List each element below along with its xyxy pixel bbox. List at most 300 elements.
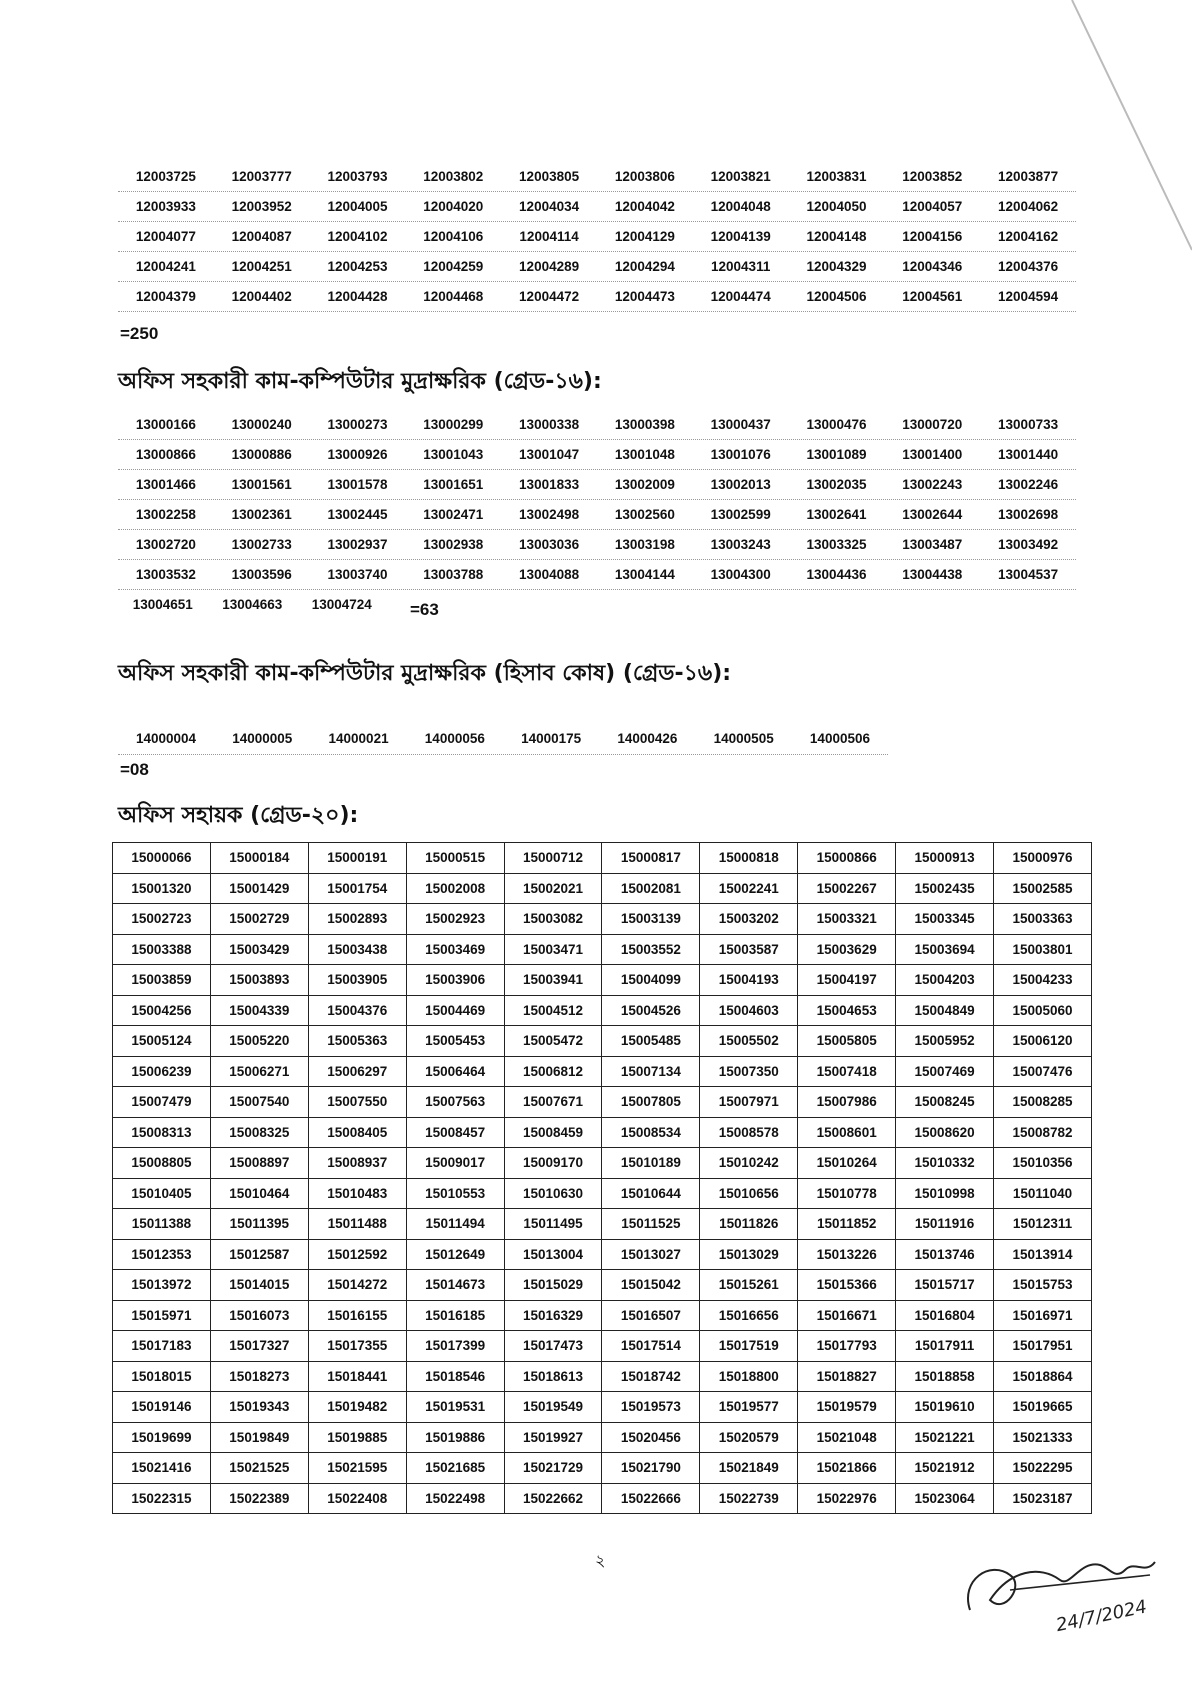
roll-number-cell: 15007971 xyxy=(700,1087,798,1118)
roll-number-cell: 15005472 xyxy=(504,1026,602,1057)
roll-number-cell: 15002729 xyxy=(210,904,308,935)
roll-number: 13001578 xyxy=(327,477,388,492)
section3-total: =08 xyxy=(120,760,149,779)
roll-number: 12004114 xyxy=(519,229,579,244)
roll-number-cell: 15013027 xyxy=(602,1239,700,1270)
roll-number-cell: 15015366 xyxy=(798,1270,896,1301)
roll-number-cell: 15002241 xyxy=(700,873,798,904)
roll-number-cell: 15007671 xyxy=(504,1087,602,1118)
roll-number-cell: 15000913 xyxy=(896,843,994,874)
roll-number-cell: 15016656 xyxy=(700,1300,798,1331)
table-row xyxy=(113,1422,1092,1453)
roll-number: 12003852 xyxy=(902,169,963,184)
roll-number-cell: 15018827 xyxy=(798,1361,896,1392)
roll-number: 12004162 xyxy=(998,229,1059,244)
table-row xyxy=(113,965,1092,996)
roll-number: 13001047 xyxy=(519,447,580,462)
roll-number-cell: 15022389 xyxy=(210,1483,308,1514)
roll-number: 13000886 xyxy=(231,447,292,462)
roll-number: 13001089 xyxy=(806,447,867,462)
roll-number-cell: 15006812 xyxy=(504,1056,602,1087)
roll-number: 12004474 xyxy=(710,289,771,304)
table-row xyxy=(113,904,1092,935)
roll-number: 13003532 xyxy=(135,567,196,582)
roll-number-cell: 15018613 xyxy=(504,1361,602,1392)
roll-number: 14000426 xyxy=(617,731,678,746)
roll-number: 13002243 xyxy=(902,477,963,492)
list-row xyxy=(118,440,1076,470)
roll-number-cell: 15004256 xyxy=(113,995,211,1026)
roll-number: 14000004 xyxy=(135,731,197,746)
roll-number-cell: 15005453 xyxy=(406,1026,504,1057)
roll-number-cell: 15015261 xyxy=(700,1270,798,1301)
roll-number-cell: 15003469 xyxy=(406,934,504,965)
roll-number: 12003805 xyxy=(519,169,580,184)
roll-number: 13003243 xyxy=(710,537,771,552)
roll-number: 13002035 xyxy=(806,477,867,492)
list-row xyxy=(118,410,1076,440)
roll-number: 12004050 xyxy=(806,199,867,214)
roll-number: 12004376 xyxy=(998,259,1059,274)
roll-number: 12003831 xyxy=(806,169,867,184)
roll-number-cell: 15003906 xyxy=(406,965,504,996)
table-row xyxy=(113,1148,1092,1179)
roll-number-cell: 15008601 xyxy=(798,1117,896,1148)
roll-number-cell: 15003388 xyxy=(113,934,211,965)
roll-number-cell: 15003438 xyxy=(308,934,406,965)
roll-number-cell: 15021221 xyxy=(896,1422,994,1453)
roll-number-cell: 15002723 xyxy=(113,904,211,935)
roll-number-cell: 15005060 xyxy=(994,995,1092,1026)
roll-number-cell: 15000515 xyxy=(406,843,504,874)
roll-number-cell: 15010778 xyxy=(798,1178,896,1209)
roll-number: 13004436 xyxy=(806,567,867,582)
roll-number-cell: 15014015 xyxy=(210,1270,308,1301)
roll-number-cell: 15002893 xyxy=(308,904,406,935)
roll-number-cell: 15016073 xyxy=(210,1300,308,1331)
roll-number-cell: 15011494 xyxy=(406,1209,504,1240)
roll-number-cell: 15010644 xyxy=(602,1178,700,1209)
roll-number: 13001466 xyxy=(135,477,196,492)
roll-number-cell: 15021595 xyxy=(308,1453,406,1484)
roll-number: 12004346 xyxy=(902,259,963,274)
roll-number-cell: 15018858 xyxy=(896,1361,994,1392)
roll-number-cell: 15012592 xyxy=(308,1239,406,1270)
table-row xyxy=(113,1270,1092,1301)
roll-number: 12004294 xyxy=(614,259,675,274)
roll-number: 13002258 xyxy=(135,507,196,522)
roll-number-cell: 15008620 xyxy=(896,1117,994,1148)
roll-number-cell: 15019665 xyxy=(994,1392,1092,1423)
roll-number-cell: 15017519 xyxy=(700,1331,798,1362)
roll-number: 13002498 xyxy=(519,507,580,522)
roll-number: 13001561 xyxy=(231,477,292,492)
roll-number-cell: 15000191 xyxy=(308,843,406,874)
table-row xyxy=(113,1178,1092,1209)
roll-number: 12004241 xyxy=(135,259,196,274)
roll-number-cell: 15006120 xyxy=(994,1026,1092,1057)
roll-number-cell: 15021849 xyxy=(700,1453,798,1484)
roll-number-cell: 15000976 xyxy=(994,843,1092,874)
roll-number: 13003198 xyxy=(614,537,675,552)
roll-number-cell: 15014272 xyxy=(308,1270,406,1301)
roll-number-cell: 15003202 xyxy=(700,904,798,935)
roll-number: 12004042 xyxy=(614,199,675,214)
roll-number-cell: 15013746 xyxy=(896,1239,994,1270)
roll-number-cell: 15017911 xyxy=(896,1331,994,1362)
roll-number-cell: 15003629 xyxy=(798,934,896,965)
roll-number-cell: 15019699 xyxy=(113,1422,211,1453)
roll-number: 13004088 xyxy=(519,567,580,582)
roll-number: 13001048 xyxy=(614,447,675,462)
list-row xyxy=(118,560,1076,590)
roll-number: 13000866 xyxy=(135,447,196,462)
roll-number-cell: 15012649 xyxy=(406,1239,504,1270)
roll-number-cell: 15004469 xyxy=(406,995,504,1026)
roll-number-cell: 15019886 xyxy=(406,1422,504,1453)
roll-number-cell: 15001754 xyxy=(308,873,406,904)
roll-number: 13000733 xyxy=(998,417,1059,432)
roll-number-cell: 15016185 xyxy=(406,1300,504,1331)
roll-number: 13000338 xyxy=(519,417,580,432)
roll-number-cell: 15021866 xyxy=(798,1453,896,1484)
roll-number-cell: 15003801 xyxy=(994,934,1092,965)
roll-number-cell: 15021048 xyxy=(798,1422,896,1453)
roll-number: 13000720 xyxy=(902,417,963,432)
roll-number: 13002938 xyxy=(423,537,484,552)
roll-number: 13002445 xyxy=(327,507,388,522)
roll-number-cell: 15021525 xyxy=(210,1453,308,1484)
roll-number-cell: 15011916 xyxy=(896,1209,994,1240)
roll-number-cell: 15011495 xyxy=(504,1209,602,1240)
roll-number-cell: 15004512 xyxy=(504,995,602,1026)
roll-number: 13004537 xyxy=(998,567,1059,582)
roll-number: 12004062 xyxy=(998,199,1059,214)
roll-number: 13002246 xyxy=(998,477,1059,492)
roll-number-cell: 15021912 xyxy=(896,1453,994,1484)
roll-number-cell: 15007479 xyxy=(113,1087,211,1118)
table-row xyxy=(113,1331,1092,1362)
roll-number-cell: 15003587 xyxy=(700,934,798,965)
roll-number-cell: 15011388 xyxy=(113,1209,211,1240)
roll-number-cell: 15021416 xyxy=(113,1453,211,1484)
roll-number: 13003036 xyxy=(519,537,580,552)
roll-number-cell: 15017327 xyxy=(210,1331,308,1362)
roll-number-cell: 15008285 xyxy=(994,1087,1092,1118)
roll-number: 13002698 xyxy=(998,507,1059,522)
list-row xyxy=(118,500,1076,530)
roll-number-cell: 15000817 xyxy=(602,843,700,874)
roll-number-cell: 15017951 xyxy=(994,1331,1092,1362)
roll-number-cell: 15021333 xyxy=(994,1422,1092,1453)
roll-number: 12004087 xyxy=(231,229,292,244)
roll-number-cell: 15010630 xyxy=(504,1178,602,1209)
roll-number-cell: 15008245 xyxy=(896,1087,994,1118)
roll-number-cell: 15011395 xyxy=(210,1209,308,1240)
roll-number-cell: 15004376 xyxy=(308,995,406,1026)
roll-number-cell: 15008937 xyxy=(308,1148,406,1179)
roll-number: 13002641 xyxy=(806,507,867,522)
roll-number-cell: 15002435 xyxy=(896,873,994,904)
roll-number-cell: 15003429 xyxy=(210,934,308,965)
roll-number-cell: 15010998 xyxy=(896,1178,994,1209)
roll-number: 12004148 xyxy=(806,229,867,244)
roll-number-cell: 15000818 xyxy=(700,843,798,874)
roll-number-cell: 15010656 xyxy=(700,1178,798,1209)
roll-number-cell: 15018273 xyxy=(210,1361,308,1392)
roll-number-cell: 15022666 xyxy=(602,1483,700,1514)
roll-number-cell: 15009170 xyxy=(504,1148,602,1179)
roll-number: 12004057 xyxy=(902,199,963,214)
section2-total: =63 xyxy=(410,600,439,619)
roll-number: 14000175 xyxy=(521,731,582,746)
roll-number: 13000398 xyxy=(614,417,675,432)
roll-number-cell: 15016971 xyxy=(994,1300,1092,1331)
roll-number-cell: 15017399 xyxy=(406,1331,504,1362)
roll-number: 13001400 xyxy=(902,447,963,462)
roll-number: 12004034 xyxy=(519,199,580,214)
roll-number-cell: 15002021 xyxy=(504,873,602,904)
roll-number-cell: 15022315 xyxy=(113,1483,211,1514)
roll-number-cell: 15013029 xyxy=(700,1239,798,1270)
roll-number-cell: 15018864 xyxy=(994,1361,1092,1392)
roll-number: 12004468 xyxy=(423,289,484,304)
roll-number-cell: 15001320 xyxy=(113,873,211,904)
roll-number: 13000476 xyxy=(806,417,867,432)
roll-number: 13002013 xyxy=(710,477,771,492)
roll-number: 12004129 xyxy=(614,229,675,244)
roll-number: 14000505 xyxy=(713,731,774,746)
roll-number-cell: 15004339 xyxy=(210,995,308,1026)
roll-number-cell: 15016329 xyxy=(504,1300,602,1331)
roll-number-cell: 15022739 xyxy=(700,1483,798,1514)
roll-number-cell: 15023187 xyxy=(994,1483,1092,1514)
table-row xyxy=(113,1209,1092,1240)
roll-number-cell: 15013004 xyxy=(504,1239,602,1270)
roll-number: 12004473 xyxy=(614,289,675,304)
roll-number: 12004102 xyxy=(327,229,388,244)
roll-number: 13004724 xyxy=(311,597,372,612)
roll-number-cell: 15020579 xyxy=(700,1422,798,1453)
roll-number: 13003596 xyxy=(231,567,292,582)
roll-number-cell: 15019849 xyxy=(210,1422,308,1453)
roll-number-cell: 15010405 xyxy=(113,1178,211,1209)
table-row xyxy=(113,1361,1092,1392)
roll-number-cell: 15019610 xyxy=(896,1392,994,1423)
roll-number-cell: 15008897 xyxy=(210,1148,308,1179)
roll-number-cell: 15019573 xyxy=(602,1392,700,1423)
table-row xyxy=(113,1087,1092,1118)
roll-number-cell: 15017183 xyxy=(113,1331,211,1362)
list-row xyxy=(118,470,1076,500)
roll-number-cell: 15016804 xyxy=(896,1300,994,1331)
roll-number-cell: 15003859 xyxy=(113,965,211,996)
roll-number-cell: 15019579 xyxy=(798,1392,896,1423)
roll-number-cell: 15019885 xyxy=(308,1422,406,1453)
roll-number-cell: 15008534 xyxy=(602,1117,700,1148)
table-row xyxy=(113,873,1092,904)
roll-number-cell: 15003471 xyxy=(504,934,602,965)
roll-number-cell: 15004526 xyxy=(602,995,700,1026)
roll-number-cell: 15002585 xyxy=(994,873,1092,904)
roll-number: 13002720 xyxy=(135,537,196,552)
roll-number-cell: 15003905 xyxy=(308,965,406,996)
roll-number-cell: 15018800 xyxy=(700,1361,798,1392)
roll-number-cell: 15011525 xyxy=(602,1209,700,1240)
roll-number-cell: 15007540 xyxy=(210,1087,308,1118)
section1-total: =250 xyxy=(120,324,159,343)
roll-number: 13000166 xyxy=(135,417,196,432)
roll-number-cell: 15010356 xyxy=(994,1148,1092,1179)
roll-number-cell: 15007134 xyxy=(602,1056,700,1087)
list-row xyxy=(118,530,1076,560)
roll-number-cell: 15000712 xyxy=(504,843,602,874)
roll-number-cell: 15008325 xyxy=(210,1117,308,1148)
roll-number: 13000437 xyxy=(710,417,771,432)
roll-number-cell: 15008805 xyxy=(113,1148,211,1179)
roll-number-cell: 15006239 xyxy=(113,1056,211,1087)
roll-number-cell: 15013914 xyxy=(994,1239,1092,1270)
roll-number: 12004253 xyxy=(327,259,388,274)
list-row xyxy=(118,590,1076,619)
roll-number-cell: 15010464 xyxy=(210,1178,308,1209)
roll-number-cell: 15003345 xyxy=(896,904,994,935)
roll-number-cell: 15011040 xyxy=(994,1178,1092,1209)
roll-number-cell: 15007986 xyxy=(798,1087,896,1118)
list-row xyxy=(118,724,888,755)
roll-number: 12003952 xyxy=(231,199,292,214)
roll-number-cell: 15016671 xyxy=(798,1300,896,1331)
roll-number-cell: 15004603 xyxy=(700,995,798,1026)
roll-number-cell: 15006297 xyxy=(308,1056,406,1087)
list-row xyxy=(118,282,1076,312)
roll-number: 13003487 xyxy=(902,537,963,552)
roll-number-cell: 15021790 xyxy=(602,1453,700,1484)
roll-number-cell: 15003552 xyxy=(602,934,700,965)
roll-number-cell: 15019531 xyxy=(406,1392,504,1423)
table-row xyxy=(113,1026,1092,1057)
table-row xyxy=(113,1056,1092,1087)
roll-number-cell: 15017793 xyxy=(798,1331,896,1362)
roll-number-cell: 15003893 xyxy=(210,965,308,996)
roll-number: 13002937 xyxy=(327,537,388,552)
roll-number-cell: 15013226 xyxy=(798,1239,896,1270)
roll-number: 13001043 xyxy=(423,447,484,462)
roll-number-cell: 15019577 xyxy=(700,1392,798,1423)
roll-number: 13002560 xyxy=(614,507,675,522)
roll-number-cell: 15007418 xyxy=(798,1056,896,1087)
roll-number-cell: 15022498 xyxy=(406,1483,504,1514)
roll-number: 13000926 xyxy=(327,447,388,462)
roll-number-cell: 15004099 xyxy=(602,965,700,996)
list-row xyxy=(118,222,1076,252)
roll-number-cell: 15002267 xyxy=(798,873,896,904)
roll-number-cell: 15005502 xyxy=(700,1026,798,1057)
table-row xyxy=(113,1117,1092,1148)
roll-number-cell: 15005220 xyxy=(210,1026,308,1057)
roll-number-cell: 15016155 xyxy=(308,1300,406,1331)
roll-number-cell: 15013972 xyxy=(113,1270,211,1301)
roll-number-cell: 15009017 xyxy=(406,1148,504,1179)
roll-number: 13002733 xyxy=(231,537,292,552)
roll-number-cell: 15017355 xyxy=(308,1331,406,1362)
roll-number: 12003933 xyxy=(135,199,196,214)
roll-number-cell: 15004193 xyxy=(700,965,798,996)
roll-number: 12004506 xyxy=(806,289,867,304)
roll-number-cell: 15018441 xyxy=(308,1361,406,1392)
roll-number-cell: 15011488 xyxy=(308,1209,406,1240)
roll-number: 12004329 xyxy=(806,259,867,274)
roll-number-cell: 15020456 xyxy=(602,1422,700,1453)
roll-number: 12003793 xyxy=(327,169,388,184)
roll-number-cell: 15008578 xyxy=(700,1117,798,1148)
roll-number-cell: 15007350 xyxy=(700,1056,798,1087)
roll-number: 13000273 xyxy=(327,417,388,432)
svg-text:24/7/2024: 24/7/2024 xyxy=(1054,1596,1149,1637)
section-accounts-cell xyxy=(118,724,888,755)
roll-number: 14000021 xyxy=(328,731,389,746)
roll-number-cell: 15018015 xyxy=(113,1361,211,1392)
table-row xyxy=(113,1392,1092,1423)
roll-number-cell: 15018742 xyxy=(602,1361,700,1392)
roll-number: 12004106 xyxy=(423,229,484,244)
roll-number: 12004139 xyxy=(710,229,771,244)
roll-number-cell: 15004849 xyxy=(896,995,994,1026)
roll-number-cell: 15000184 xyxy=(210,843,308,874)
roll-number: 13003325 xyxy=(806,537,867,552)
office-helper-roll-table xyxy=(112,842,1092,1514)
roll-number-cell: 15015753 xyxy=(994,1270,1092,1301)
roll-number-cell: 15012353 xyxy=(113,1239,211,1270)
roll-number: 13000299 xyxy=(423,417,484,432)
roll-number-cell: 15004197 xyxy=(798,965,896,996)
section-grade-unknown xyxy=(118,162,1076,312)
roll-number: 12004048 xyxy=(710,199,771,214)
roll-number-cell: 15003321 xyxy=(798,904,896,935)
roll-number-cell: 15002081 xyxy=(602,873,700,904)
table-row xyxy=(113,934,1092,965)
roll-number-cell: 15018546 xyxy=(406,1361,504,1392)
roll-number-cell: 15015042 xyxy=(602,1270,700,1301)
roll-number-cell: 15014673 xyxy=(406,1270,504,1301)
roll-number: 13002009 xyxy=(614,477,675,492)
roll-number: 12003806 xyxy=(614,169,675,184)
roll-number-cell: 15008313 xyxy=(113,1117,211,1148)
roll-number: 12004311 xyxy=(711,259,771,274)
list-row xyxy=(118,162,1076,192)
roll-number: 12004156 xyxy=(902,229,963,244)
roll-number: 13004144 xyxy=(614,567,675,582)
roll-number-cell: 15022662 xyxy=(504,1483,602,1514)
roll-number-cell: 15022408 xyxy=(308,1483,406,1514)
roll-number-cell: 15016507 xyxy=(602,1300,700,1331)
roll-number-cell: 15004233 xyxy=(994,965,1092,996)
roll-number: 12004020 xyxy=(423,199,484,214)
roll-number-cell: 15003139 xyxy=(602,904,700,935)
roll-number: 14000056 xyxy=(424,731,485,746)
roll-number: 13001440 xyxy=(998,447,1059,462)
roll-number-cell: 15012587 xyxy=(210,1239,308,1270)
roll-number-cell: 15007805 xyxy=(602,1087,700,1118)
roll-number: 13003492 xyxy=(998,537,1059,552)
roll-number: 12004251 xyxy=(231,259,292,274)
roll-number-cell: 15008782 xyxy=(994,1117,1092,1148)
roll-number-cell: 15005485 xyxy=(602,1026,700,1057)
roll-number-cell: 15007476 xyxy=(994,1056,1092,1087)
roll-number-cell: 15011852 xyxy=(798,1209,896,1240)
roll-number: 13003788 xyxy=(423,567,484,582)
roll-number: 12004259 xyxy=(423,259,484,274)
